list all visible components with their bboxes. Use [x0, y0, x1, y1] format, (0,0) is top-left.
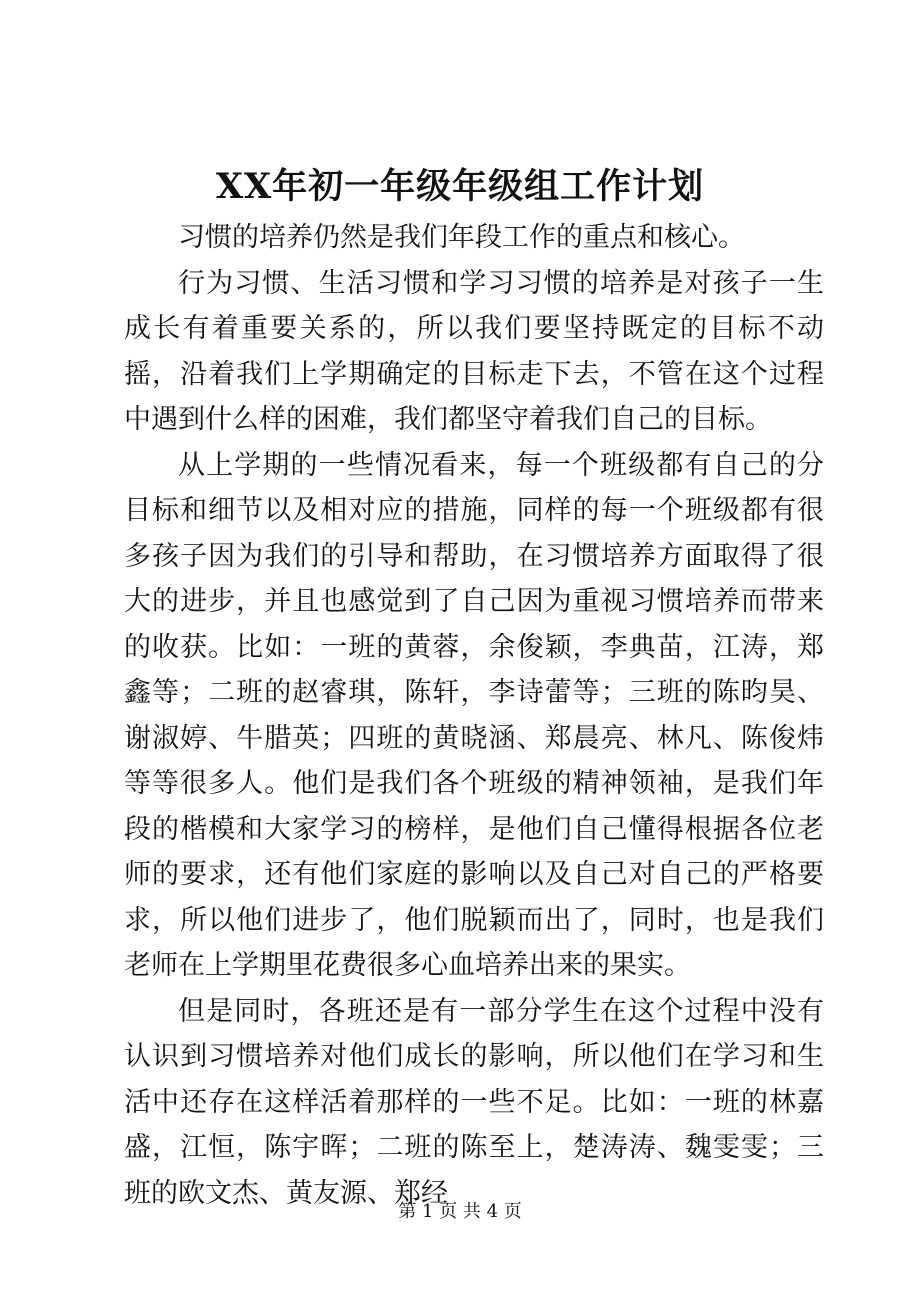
paragraph-2: 行为习惯、生活习惯和学习习惯的培养是对孩子一生成长有着重要关系的，所以我们要坚持既定的目标不动摇，沿着我们上学期确定的目标走下去，不管在这个过程中遇到什么样的困难，我们都坚守着我们自己的目标。 — [124, 267, 824, 435]
document-title: XX年初一年级年级组工作计划 — [215, 166, 705, 207]
paragraph-3: 从上学期的一些情况看来，每一个班级都有自己的分目标和细节以及相对应的措施，同样的每一个班级都有很多孩子因为我们的引导和帮助，在习惯培养方面取得了很大的进步，并且也感觉到了自己因为重视习惯培养而带来的收获。比如：一班的黄蓉，余俊颖，李典苗，江涛，郑鑫等；二班的赵睿琪，陈轩，李诗蕾等；三班的陈昀昊、谢淑婷、牛腊英；四班的黄晓涵、郑晨亮、林凡、陈俊炜等等很多人。他们是我们各个班级的精神领袖，是我们年段的楷模和大家学习的榜样，是他们自己懂得根据各位老师的要求，还有他们家庭的影响以及自己对自己的严格要求，所以他们进步了，他们脱颖而出了，同时，也是我们老师在上学期里花费很多心血培养出来的果实。 — [124, 449, 824, 981]
paragraph-1: 习惯的培养仍然是我们年段工作的重点和核心。 — [178, 222, 745, 253]
page-footer: 第 1 页 共 4 页 — [398, 1201, 522, 1222]
document-body — [124, 215, 824, 1216]
paragraph-4: 但是同时，各班还是有一部分学生在这个过程中没有认识到习惯培养对他们成长的影响，所以他们在学习和生活中还存在这样活着那样的一些不足。比如：一班的林嘉盛，江恒，陈宇晖；二班的陈至上，楚涛涛、魏雯雯；三班的欧文杰、黄友源、郑经 — [124, 995, 824, 1209]
